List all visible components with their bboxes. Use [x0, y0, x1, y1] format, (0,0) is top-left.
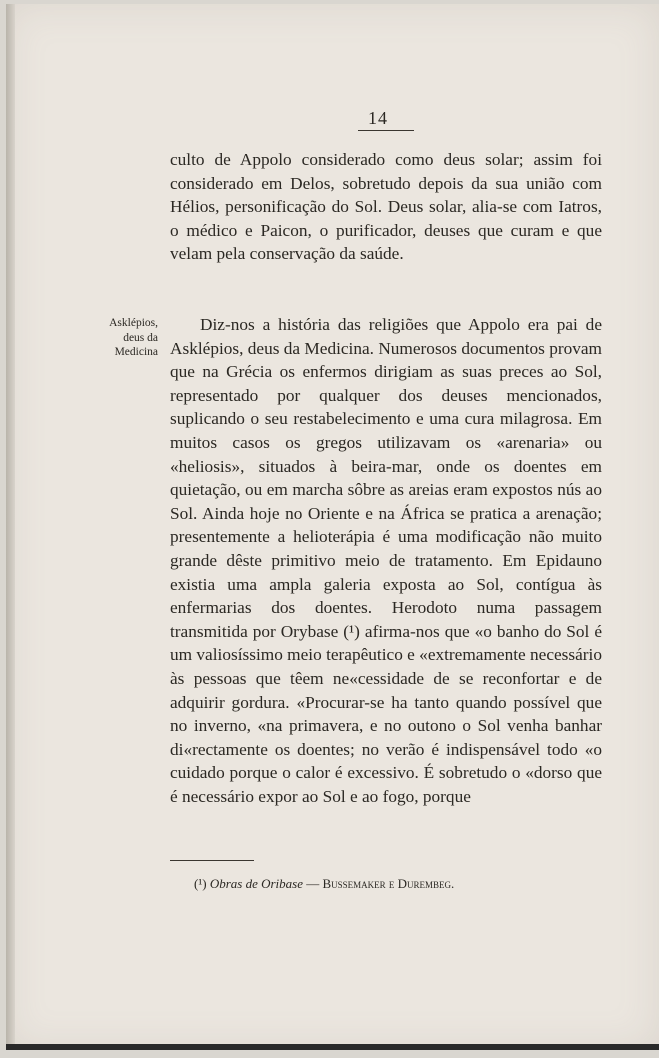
footnote-authors: — Bussemaker e Durembeg. — [306, 876, 455, 891]
paragraph-1 — [170, 148, 602, 266]
paragraph-2-text: Diz-nos a história das religiões que Appolo era pai de Asklépios, deus da Medicina. Numerosos documentos provam que na Grécia os enfermos dirigiam as suas preces ao Sol, representado por qualquer dos deuses mencionados, suplicando o seu restabelecimento e uma cura milagrosa. Em muitos casos os gregos utilizavam os «arenaria» ou «heliosis», situados à beira-mar, onde os doentes em quietação, ou em marcha sôbre as areias eram expostos nús ao Sol. Ainda hoje no Oriente e na África se pratica a arenação; presentemente a helioterápia é uma modificação não muito grande dêste primitivo meio de tratamento. Em Epidauno existia uma ampla galeria exposta ao Sol, contígua às enfermarias dos doentes. Herodoto numa passagem transmitida por Orybase (¹) afirma-nos que «o banho do Sol é um valiosíssimo meio terapêutico e «extremamente necessário às pessoas que têem ne«cessidade de se reconfortar e de adquirir gordura. «Procurar-se ha tanto quando possível que no inverno, «na primavera, e no outono o Sol venha banhar di«rectamente os doentes; no verão é indispensável todo «o cuidado porque o calor é excessivo. É sobretudo o «dorso que é necessário expor ao Sol e ao fogo, porque — [170, 315, 602, 806]
paragraph-2 — [170, 313, 602, 808]
page-number: 14 — [368, 108, 388, 128]
margin-note-line-3: Medicina — [114, 346, 158, 359]
margin-note-line-2: deus da — [123, 331, 158, 344]
page-number-rule — [358, 130, 414, 131]
book-page — [6, 4, 659, 1050]
page-binding-edge — [6, 4, 15, 1050]
footnote-marker: (¹) — [194, 876, 207, 891]
footnote-rule — [170, 860, 254, 861]
margin-note — [84, 316, 158, 360]
footnote-title: Obras de Oribase — [209, 876, 303, 891]
paragraph-1-text: culto de Appolo considerado como deus solar; assim foi considerado em Delos, sobretudo depois da sua união com Hélios, personificação do Sol. Deus solar, alia-se com Iatros, o médico e Paicon, o purificador, deuses que curam e que velam pela conservação da saúde. — [170, 150, 602, 264]
margin-note-line-1: Asklépios, — [109, 317, 158, 329]
page-bottom-edge — [6, 1044, 659, 1050]
footnote — [194, 876, 454, 892]
